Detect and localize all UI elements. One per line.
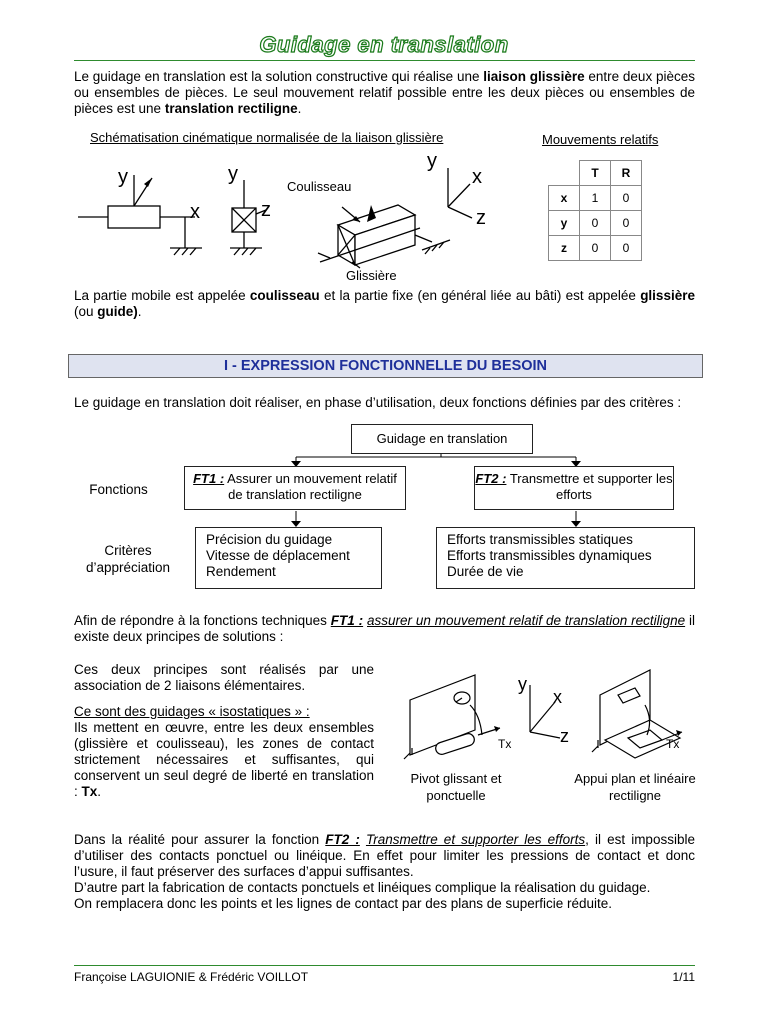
list-item: Vitesse de déplacement [206,548,350,563]
movements-caption: Mouvements relatifs [542,132,659,147]
ft1-box: FT1 : Assurer un mouvement relatif de translation rectiligne [184,466,406,510]
criteria2-box [436,527,695,589]
label-x1: x [190,201,200,223]
principles-figure [400,660,700,760]
label-y4: y [427,150,437,172]
label-glissiere: Glissière [346,268,397,283]
afin-paragraph: Afin de répondre à la fonctions techniques FT1 : assurer un mouvement relatif de translation rectiligne il existe deux principes de solutions : [74,613,695,644]
label-y5: y [518,674,527,694]
fa-root-box: Guidage en translation [351,424,533,454]
tx-label-1: Tx [498,737,512,751]
list-item: Rendement [206,564,276,579]
label-x4: x [472,166,482,188]
tx-label-2: Tx [666,737,680,751]
header-t: T [580,161,611,186]
label-z2: z [261,199,271,221]
list-item: Efforts transmissibles dynamiques [447,548,652,563]
section-intro: Le guidage en translation doit réaliser, en phase d’utilisation, deux fonctions définies par des critères : [74,395,682,410]
criteria-label: Critères d’appréciation [85,543,171,575]
list-item: Durée de vie [447,564,524,579]
footer-rule [74,965,695,966]
table-row: z 0 0 [549,236,642,261]
label-y2: y [228,163,238,185]
table-row: x 1 0 [549,186,642,211]
list-item: Précision du guidage [206,532,333,547]
page-number: 1/11 [672,970,695,984]
footer [74,970,695,984]
principles-text: Ces deux principes sont réalisés par une association de 2 liaisons élémentaires. Ce sont des guidages « isostatiques » : Ils mettent en œuvre, entre les deux ensembles (glissière et coulisseau), les zones de contact strictement nécessaires et suffisantes, qui conservent un seul degré de liberté en translation : Tx. [74,662,374,799]
criteria1-box [195,527,382,589]
fig1-label: Pivot glissant et ponctuelle [410,771,502,803]
ft2-box: FT2 : Transmettre et supporter les efforts [474,466,674,510]
page-title: Guidage en translation [259,32,509,57]
label-coulisseau: Coulisseau [287,179,352,194]
label-z5: z [560,726,569,746]
label-x5: x [553,687,562,707]
fig2-label: Appui plan et linéaire rectiligne [574,771,696,803]
table-row: y 0 0 [549,211,642,236]
schema-caption: Schématisation cinématique normalisée de la liaison glissière [90,130,444,145]
reality-paragraph: Dans la réalité pour assurer la fonction FT2 : Transmettre et supporter les efforts, il est impossible d’utiliser des contacts ponctuel ou linéique. En effet pour limiter les pressions de contact et donc l’usure, il faut préserver des surfaces d’appui suffisantes. D’autre part la fabrication de contacts ponctuels et linéiques complique la réalisation du guidage. On remplacera donc les points et les lignes de contact par des plans de superficie réduite. [74,832,695,911]
intro-paragraph: Le guidage en translation est la solution constructive qui réalise une liaison glissière entre deux pièces ou ensembles de pièces. Le seul mouvement relatif possible entre les deux pièces ou ensembles de pièces est une translation rectiligne. [74,69,695,116]
label-y1: y [118,166,128,188]
label-z4: z [476,207,486,229]
mobile-paragraph: La partie mobile est appelée coulisseau et la partie fixe (en général liée au bâti) est appelée glissière (ou guide). [74,288,695,319]
section-header: I - EXPRESSION FONCTIONNELLE DU BESOIN [68,354,703,378]
header-r: R [611,161,642,186]
list-item: Efforts transmissibles statiques [447,532,633,547]
functions-label: Fonctions [89,482,148,497]
footer-authors: Françoise LAGUIONIE & Frédéric VOILLOT [74,970,309,984]
